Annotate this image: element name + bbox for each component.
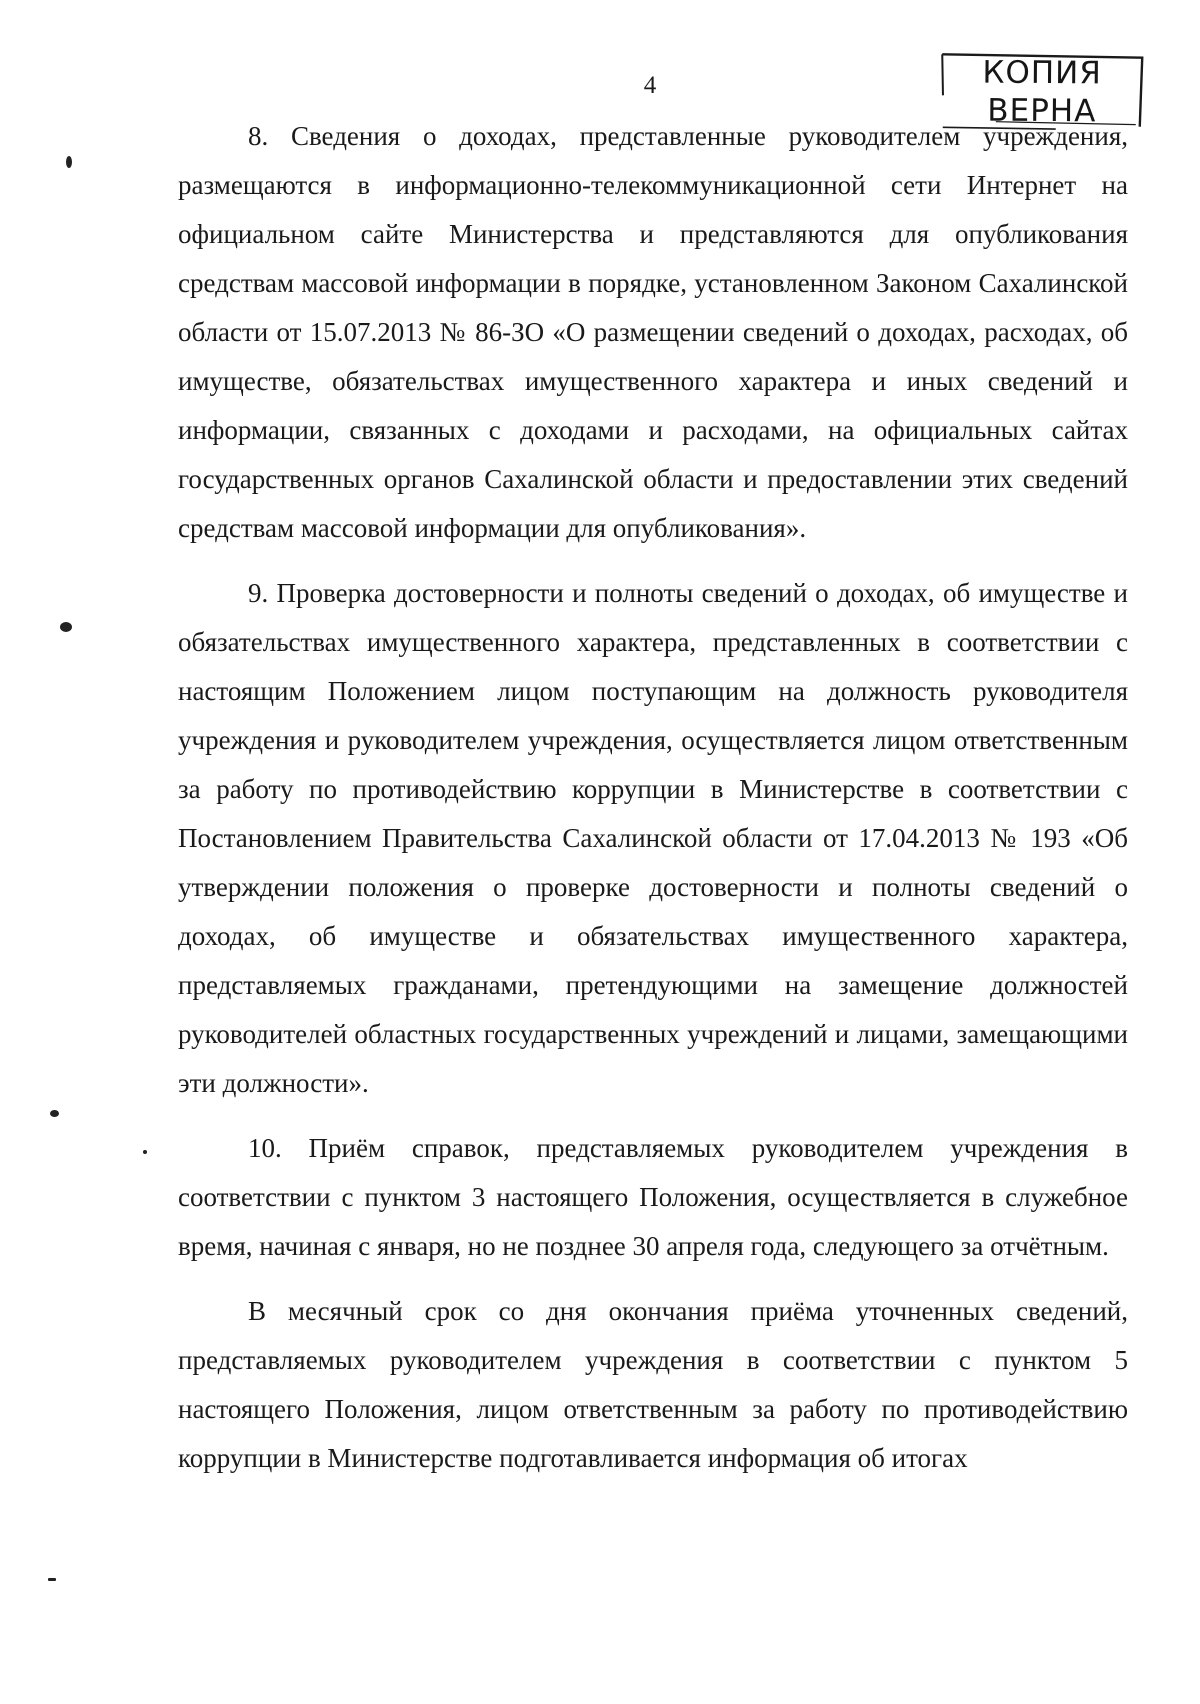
paragraph-10: 10. Приём справок, представляемых руководителем учреждения в соответствии с пунктом 3 настоящего Положения, осуществляется в служебное время, начиная с января, но не позднее 30 апреля года, следующего за отчётным. [178,1133,1128,1261]
paragraph-8: 8. Сведения о доходах, представленные руководителем учреждения, размещаются в информационно-телекоммуникационной сети Интернет на официальном сайте Министерства и представляются для опубликования средствам массовой информации в порядке, установленном Законом Сахалинской области от 15.07.2013 № 86-ЗО «О размещении сведений о доходах, расходах, об имуществе, обязательствах имущественного характера и иных сведений и информации, связанных с доходами и расходами, на официальных сайтах государственных органов Сахалинской области и предоставлении этих сведений средствам массовой информации для опубликования». [178,121,1128,543]
scan-speck [143,1150,147,1154]
paragraph-9: 9. Проверка достоверности и полноты сведений о доходах, об имуществе и обязательствах имущественного характера, представленных в соответствии с настоящим Положением лицом поступающим на должность руководителя учреждения и руководителем учреждения, осуществляется лицом ответственным за работу по противодействию коррупции в Министерстве в соответствии с Постановлением Правительства Сахалинской области от 17.04.2013 № 193 «Об утверждении положения о проверке достоверности и полноты сведений о доходах, об имуществе и обязательствах имущественного характера, представляемых гражданами, претендующими на замещение должностей руководителей областных государственных учреждений и лицами, замещающими эти должности». [178,578,1128,1098]
scan-speck [48,1578,56,1581]
page-number: 4 [643,72,657,99]
stamp-line-2: ВЕРНА [987,92,1097,130]
scan-speck [50,1110,59,1117]
stamp-line-1: КОПИЯ [982,54,1102,92]
scan-speck [66,156,72,168]
document-body [178,112,1128,1483]
scan-speck [60,622,72,632]
paragraph-10-continued: В месячный срок со дня окончания приёма уточненных сведений, представляемых руководителем учреждения в соответствии с пунктом 5 настоящего Положения, лицом ответственным за работу по противодействию коррупции в Министерстве подготавливается информация об итогах [178,1296,1128,1473]
